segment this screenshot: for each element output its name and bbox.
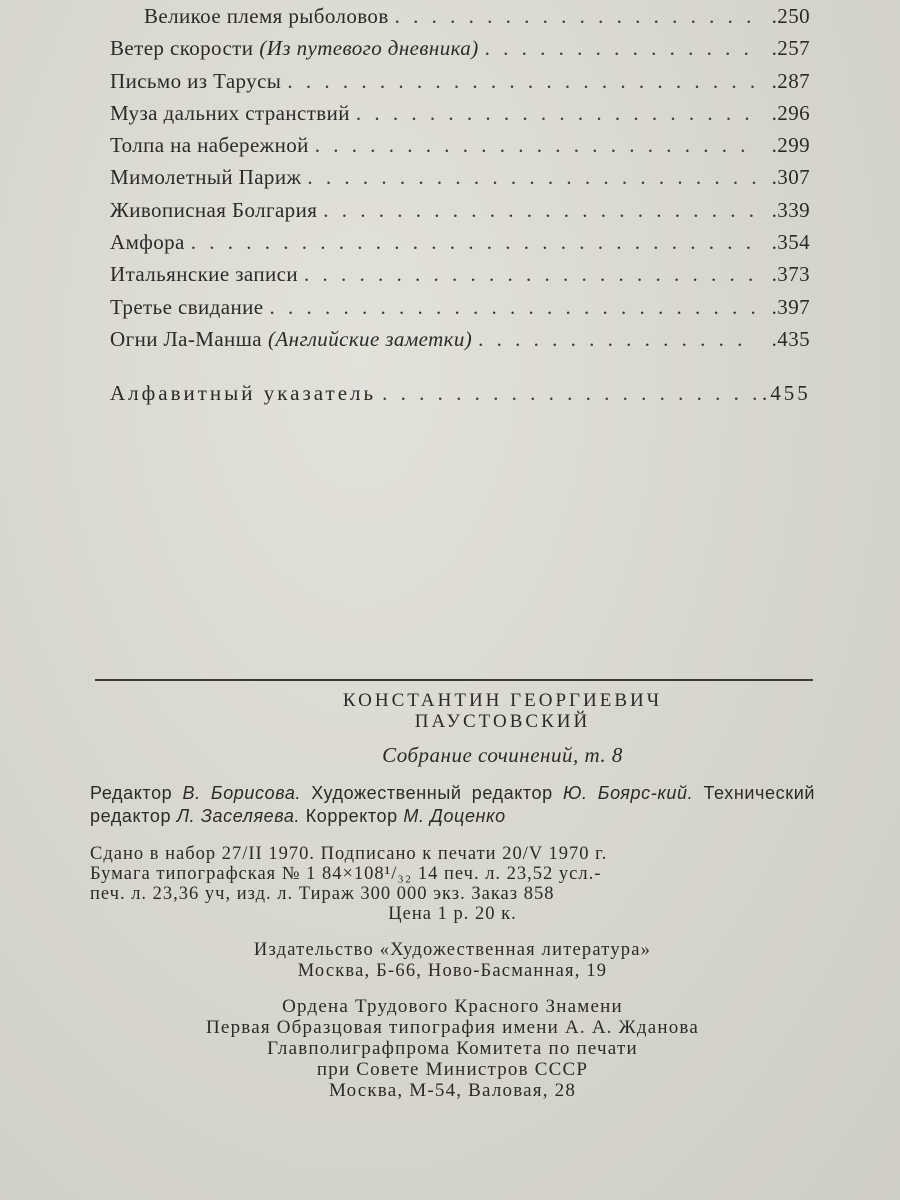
print-info (90, 844, 815, 924)
toc-leader (287, 69, 756, 94)
toc-subtitle: (Английские заметки) (268, 326, 473, 351)
publisher (90, 940, 815, 982)
publisher-line: Москва, Б-66, Ново-Басманная, 19 (297, 961, 608, 981)
toc-entry (110, 133, 810, 165)
toc-entry (110, 198, 810, 230)
toc-leader (395, 4, 756, 29)
table-of-contents (110, 4, 810, 414)
toc-subtitle: (Из путевого дневника) (259, 36, 479, 61)
toc-entry (110, 36, 810, 68)
toc-leader (382, 381, 756, 406)
toc-title: Ветер скорости (110, 36, 254, 61)
toc-entry (110, 101, 810, 133)
toc-page: .455 (762, 381, 811, 406)
toc-leader (269, 295, 756, 320)
toc-title: Огни Ла-Манша (110, 326, 262, 351)
toc-leader (356, 101, 756, 126)
toc-page: .397 (771, 294, 810, 319)
tech-editor-name: Л. Заселяева. (176, 806, 301, 826)
toc-page: .287 (771, 68, 810, 93)
divider-rule (95, 679, 813, 681)
price: Цена 1 р. 20 к. (388, 904, 517, 924)
toc-title: Итальянские записи (110, 262, 298, 287)
toc-entry (110, 4, 810, 36)
editors-credits (90, 782, 815, 828)
print-line: Сдано в набор 27/II 1970. Подписано к печати 20/V 1970 г. (90, 844, 608, 864)
toc-page: .307 (771, 165, 810, 190)
toc-entry (110, 230, 810, 262)
toc-title: Мимолетный Париж (110, 165, 302, 190)
author-line: ПАУСТОВСКИЙ (414, 711, 591, 732)
toc-title: Алфавитный указатель (110, 381, 377, 406)
printing-line: Ордена Трудового Красного Знамени (282, 996, 623, 1017)
printing-house (90, 996, 815, 1101)
toc-leader (307, 165, 756, 190)
printing-line: Москва, М-54, Валовая, 28 (328, 1080, 577, 1101)
toc-leader (191, 230, 756, 255)
toc-entry (110, 69, 810, 101)
toc-page: .339 (771, 197, 810, 222)
toc-title: Муза дальних странствий (110, 100, 350, 125)
toc-title: Третье свидание (110, 294, 264, 319)
publisher-line: Издательство «Художественная литература» (253, 940, 652, 960)
work-title: Собрание сочинений, т. 8 (382, 743, 623, 767)
art-editor-name: Ю. Боярс-кий. (562, 783, 694, 803)
toc-title: Письмо из Тарусы (110, 68, 282, 93)
toc-index-entry (110, 381, 810, 413)
colophon (90, 690, 815, 1101)
credit-label: Художественный редактор (301, 783, 563, 803)
print-line: Бумага типографская № 1 84×108¹/₃₂ 14 печ. л. 23,52 усл.- (90, 864, 602, 884)
toc-entry (110, 262, 810, 294)
credit-label: Технический редактор (90, 783, 816, 826)
toc-title: Амфора (110, 230, 185, 255)
toc-page: .250 (771, 4, 810, 28)
toc-leader (315, 133, 756, 158)
author-name (190, 690, 815, 732)
editor-name: В. Борисова. (182, 783, 302, 803)
toc-page: .257 (771, 36, 810, 61)
corrector-name: М. Доценко (403, 806, 506, 826)
toc-leader (478, 327, 756, 352)
printing-line: Главполиграфпрома Комитета по печати (267, 1038, 638, 1059)
credit-label: Редактор (90, 783, 183, 803)
toc-title: Живописная Болгария (110, 197, 318, 222)
toc-leader (304, 262, 756, 287)
author-line: КОНСТАНТИН ГЕОРГИЕВИЧ (342, 690, 663, 711)
toc-title: Толпа на набережной (110, 133, 309, 158)
printing-line: Первая Образцовая типография имени А. А. Жданова (206, 1017, 699, 1038)
toc-title: Великое племя рыболовов (144, 4, 389, 28)
toc-page: .435 (771, 326, 810, 351)
toc-page: .354 (771, 230, 810, 255)
toc-page: .299 (771, 133, 810, 158)
toc-leader (323, 198, 756, 223)
toc-entry (110, 295, 810, 327)
credit-label: Корректор (300, 806, 404, 826)
toc-entry (110, 327, 810, 359)
toc-page: .373 (771, 262, 810, 287)
print-line: печ. л. 23,36 уч, изд. л. Тираж 300 000 экз. Заказ 858 (90, 884, 555, 904)
toc-leader (485, 36, 756, 61)
toc-entry (110, 165, 810, 197)
toc-page: .296 (771, 100, 810, 125)
printing-line: при Совете Министров СССР (316, 1059, 589, 1080)
